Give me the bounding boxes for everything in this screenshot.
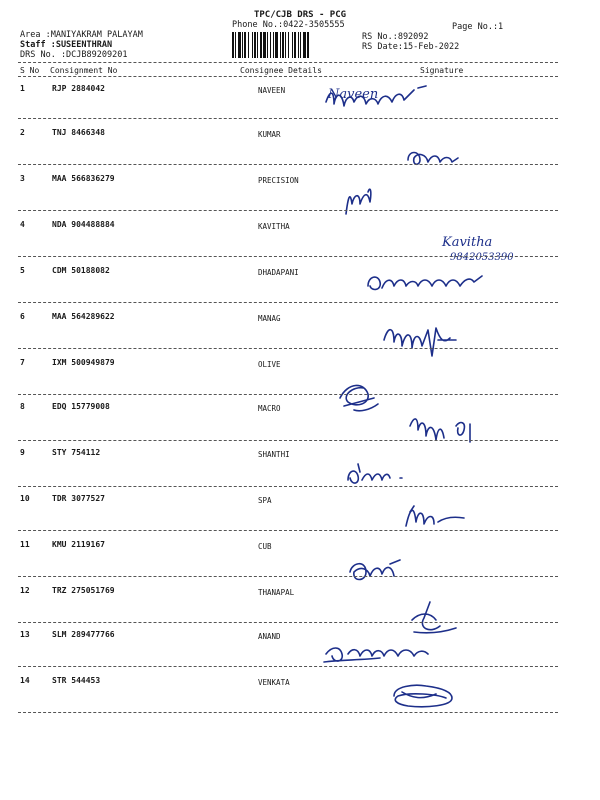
header-bottom-divider bbox=[18, 76, 558, 77]
document-title: TPC/CJB DRS - PCG bbox=[253, 10, 347, 20]
row-divider bbox=[18, 486, 558, 487]
row-divider bbox=[18, 210, 558, 211]
row-consignment-number: IXM 500949879 bbox=[52, 358, 115, 367]
rs-date: RS Date:15-Feb-2022 bbox=[362, 42, 460, 52]
row-serial-number: 8 bbox=[20, 402, 25, 411]
signature-stroke bbox=[406, 506, 464, 526]
row-consignment-number: NDA 904488884 bbox=[52, 220, 115, 229]
row-consignment-number: MAA 566836279 bbox=[52, 174, 115, 183]
drs-number: DRS No. :DCJB89209201 bbox=[20, 50, 128, 60]
column-header-signature: Signature bbox=[420, 66, 464, 75]
signature-4 bbox=[436, 232, 556, 266]
rs-number: RS No.:892092 bbox=[362, 32, 429, 42]
row-consignee-name: NAVEEN bbox=[258, 86, 286, 95]
phone-number: Phone No.:0422-3505555 bbox=[232, 20, 345, 30]
signature-stroke bbox=[368, 276, 482, 289]
row-consignee-name: MANAG bbox=[258, 314, 281, 323]
row-serial-number: 2 bbox=[20, 128, 25, 137]
row-consignee-name: DHADAPANI bbox=[258, 268, 299, 277]
row-consignment-number: EDQ 15779008 bbox=[52, 402, 110, 411]
signature-2 bbox=[404, 146, 464, 170]
signature-8 bbox=[404, 412, 484, 450]
column-header-consignee: Consignee Details bbox=[240, 66, 322, 75]
signature-text: Naveen bbox=[328, 87, 379, 102]
row-consignee-name: MACRO bbox=[258, 404, 281, 413]
row-serial-number: 9 bbox=[20, 448, 25, 457]
row-divider bbox=[18, 440, 558, 441]
row-divider bbox=[18, 530, 558, 531]
signature-10 bbox=[400, 500, 470, 532]
row-consignee-name: SPA bbox=[258, 496, 272, 505]
row-consignment-number: SLM 289477766 bbox=[52, 630, 115, 639]
row-divider bbox=[18, 394, 558, 395]
signature-6 bbox=[380, 320, 470, 362]
row-consignee-name: KUMAR bbox=[258, 130, 281, 139]
row-serial-number: 6 bbox=[20, 312, 25, 321]
signature-stroke bbox=[384, 328, 456, 356]
row-divider bbox=[18, 164, 558, 165]
row-consignee-name: VENKATA bbox=[258, 678, 290, 687]
row-serial-number: 7 bbox=[20, 358, 25, 367]
row-divider bbox=[18, 666, 558, 667]
row-consignment-number: KMU 2119167 bbox=[52, 540, 105, 549]
barcode bbox=[232, 32, 356, 58]
row-consignment-number: TRZ 275051769 bbox=[52, 586, 115, 595]
signature-14 bbox=[386, 678, 466, 712]
signature-stroke bbox=[340, 385, 378, 410]
row-serial-number: 13 bbox=[20, 630, 30, 639]
signature-text: 9842053390 bbox=[450, 252, 514, 263]
signature-stroke bbox=[410, 419, 470, 442]
signature-stroke bbox=[394, 685, 452, 706]
row-serial-number: 1 bbox=[20, 84, 25, 93]
signature-stroke bbox=[348, 464, 402, 483]
row-consignee-name: SHANTHI bbox=[258, 450, 290, 459]
row-divider bbox=[18, 576, 558, 577]
signature-5 bbox=[364, 268, 494, 302]
column-header-consignment: Consignment No bbox=[50, 66, 118, 75]
barcode-bar bbox=[309, 32, 310, 58]
column-header-sno: S No bbox=[20, 66, 40, 75]
row-consignee-name: OLIVE bbox=[258, 360, 281, 369]
row-consignee-name: PRECISION bbox=[258, 176, 299, 185]
row-serial-number: 5 bbox=[20, 266, 25, 275]
page-number: Page No.:1 bbox=[452, 22, 504, 32]
row-divider bbox=[18, 302, 558, 303]
signature-stroke bbox=[324, 648, 428, 662]
staff-label: Staff :SUSEENTHRAN bbox=[20, 40, 113, 50]
row-divider bbox=[18, 348, 558, 349]
row-serial-number: 14 bbox=[20, 676, 30, 685]
signature-stroke bbox=[412, 602, 456, 633]
row-divider bbox=[18, 256, 558, 257]
row-serial-number: 4 bbox=[20, 220, 25, 229]
row-divider bbox=[18, 712, 558, 713]
row-consignment-number: CDM 50188082 bbox=[52, 266, 110, 275]
row-consignment-number: STR 544453 bbox=[52, 676, 101, 685]
row-consignee-name: CUB bbox=[258, 542, 272, 551]
row-consignment-number: STY 754112 bbox=[52, 448, 101, 457]
row-consignment-number: MAA 564289622 bbox=[52, 312, 115, 321]
row-consignment-number: RJP 2884042 bbox=[52, 84, 105, 93]
row-consignment-number: TDR 3077527 bbox=[52, 494, 105, 503]
row-consignee-name: ANAND bbox=[258, 632, 281, 641]
signature-12 bbox=[400, 598, 460, 638]
row-consignee-name: THANAPAL bbox=[258, 588, 295, 597]
row-consignee-name: KAVITHA bbox=[258, 222, 290, 231]
row-serial-number: 3 bbox=[20, 174, 25, 183]
area-label: Area :MANIYAKRAM PALAYAM bbox=[20, 30, 143, 40]
row-serial-number: 10 bbox=[20, 494, 30, 503]
row-divider bbox=[18, 118, 558, 119]
signature-3 bbox=[340, 184, 460, 218]
row-serial-number: 12 bbox=[20, 586, 30, 595]
signature-11 bbox=[344, 556, 414, 588]
row-consignment-number: TNJ 8466348 bbox=[52, 128, 105, 137]
header-top-divider bbox=[18, 62, 558, 63]
signature-1 bbox=[322, 84, 432, 118]
row-serial-number: 11 bbox=[20, 540, 30, 549]
signature-stroke bbox=[408, 153, 458, 165]
signature-text: Kavitha bbox=[442, 235, 493, 250]
row-divider bbox=[18, 622, 558, 623]
